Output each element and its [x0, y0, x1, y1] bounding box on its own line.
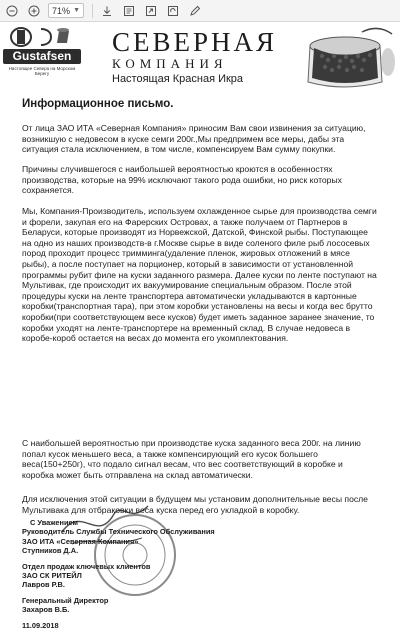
- print-icon[interactable]: [121, 3, 137, 19]
- brand-subtitle: КОМПАНИЯ: [112, 56, 228, 71]
- paragraph-causes: Причины случившегося с наибольшей вероятностью кроются в особенностях производства, которые на 99% исключают такого рода ошибки, но риск которых сохраняется.: [22, 164, 342, 196]
- signature-block: [22, 518, 242, 630]
- document-page: [0, 22, 400, 630]
- signer2-org: ЗАО СК РИТЕЙЛ: [22, 571, 82, 581]
- logo-name: Gustafsen: [3, 49, 81, 64]
- zoom-in-icon[interactable]: [26, 3, 42, 19]
- download-icon[interactable]: [99, 3, 115, 19]
- expand-icon[interactable]: [143, 3, 159, 19]
- brand-name: СЕВЕРНАЯ: [112, 27, 278, 57]
- pdf-toolbar: [0, 0, 400, 22]
- zoom-value: 71%: [52, 5, 71, 16]
- logo-tagline: Настоящее Севера на Морском Берегу: [8, 66, 76, 76]
- signer3-name: Захаров В.Б.: [22, 605, 70, 615]
- rotate-icon[interactable]: [165, 3, 181, 19]
- paragraph-apology: От лица ЗАО ИТА «Северная Компания» приносим Вам свои извинения за ситуацию, возникшую с недовесом в куске семги 200г.,Мы предпримем все меры, дабы эта ситуация стала исключением, в том числе, компенсируем Вам сумму покупки.: [22, 123, 366, 155]
- caviar-jar-image: [292, 22, 397, 90]
- letter-date: 11.09.2018: [22, 620, 59, 630]
- paragraph-production: Мы, Компания-Производитель, используем охлажденное сырье для производства семги и форели, закупая его на Фарерских Островах, а также получаем от Партнеров в Беларуси, которые производят из Норвежской, Датской, Финской рыбы. Поступающее на одно из наших производств-в г.Москве сырье в виде соленого филе рыб лососевых пород проходит процесс тримминга(удаление пленок, жировых отложений в мясе рыбы), а после поступает на порционер, который в зависимости от установленной программы рубит филе на куски заданного размера. Далее куски по ленте поступают на Мультивак, где происходит их вакуумирование специальным образом. После этой процедуры куски на ленте транспортера автоматически укладываются в картонные коробки(транспортная тара), при этом коробки установлены на весы и когда вес брутто коробки(при соответствующем весе кусков) будет иметь заданное заранее значение, то коробки уходят на ленте-транспортере на временный склад. В случае недовеса в коробе-короб остается на весах до момента его укомплектования.: [22, 206, 377, 344]
- zoom-out-icon[interactable]: [4, 3, 20, 19]
- signer1-org: ЗАО ИТА «Северная Компания»: [22, 536, 139, 546]
- signer3-role: Генеральный Директор: [22, 595, 109, 605]
- regards-text: С Уважением: [30, 518, 79, 527]
- signer1-name: Ступников Д.А.: [22, 546, 79, 556]
- brand-tagline: Настоящая Красная Икра: [112, 73, 244, 85]
- annotate-icon[interactable]: [187, 3, 203, 19]
- zoom-select[interactable]: [48, 3, 84, 18]
- brand-block: [112, 28, 282, 86]
- signer2-role: Отдел продаж ключевых клиентов: [22, 561, 151, 571]
- signer2-name: Лавров Р.В.: [22, 580, 65, 590]
- signer1-role: Руководитель Службы Технического Обслуживания: [22, 527, 215, 537]
- gustafsen-emblem-icon: [7, 26, 79, 48]
- letter-title: Информационное письмо.: [22, 98, 174, 110]
- chevron-down-icon: ▼: [73, 7, 80, 14]
- toolbar-divider: [92, 4, 93, 18]
- paragraph-probable-cause: С наибольшей вероятностью при производстве куска заданного веса 200г. на линию попал кусок меньшего веса, а также компенсирующий его кусок большего веса(150+250г), что подало сигнал весам, что вес соответствующий в коробке и коробка может быть отправлена на склад автоматически.: [22, 438, 361, 480]
- paragraph-prevention: Для исключения этой ситуации в будущем мы установим дополнительные весы после Мультивака для отбраковки веса куска перед его укладкой в коробку.: [22, 494, 368, 515]
- gustafsen-logo: [3, 26, 81, 84]
